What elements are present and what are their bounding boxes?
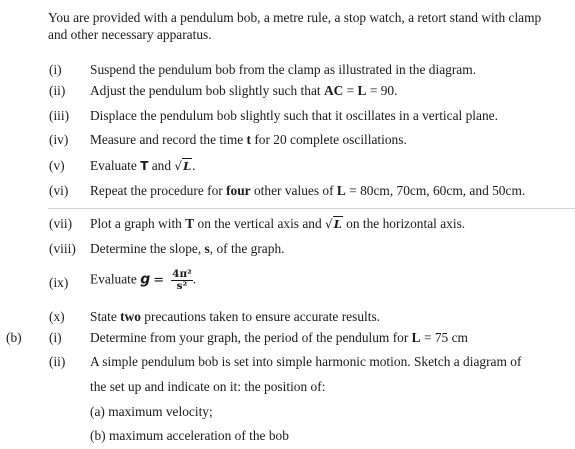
step-text: Measure and record the time t for 20 complete oscillations. bbox=[90, 132, 407, 147]
step-text: Evaluate g = $\frac{\text{4π²}}{\text{s²}}$ . bbox=[90, 268, 197, 292]
step-number: (x) bbox=[49, 309, 65, 324]
formula-fraction: $\frac{\text{4π²}}{\text{s²}}$ bbox=[172, 268, 192, 292]
step-ii bbox=[0, 83, 575, 103]
step-text: Suspend the pendulum bob from the clamp as illustrated in the diagram. bbox=[90, 62, 477, 77]
part-b-ii bbox=[0, 354, 575, 374]
continuation-line: (a) maximum velocity; bbox=[90, 404, 213, 419]
step-number: (viii) bbox=[49, 241, 76, 256]
step-vi bbox=[0, 183, 575, 203]
sqrt-l: √L bbox=[325, 217, 342, 231]
step-text: State two precautions taken to ensure accurate results. bbox=[90, 309, 381, 324]
step-number: (i) bbox=[49, 330, 62, 345]
step-text: Plot a graph with T on the vertical axis and √L on the horizontal axis. bbox=[90, 216, 466, 231]
step-iii bbox=[0, 108, 575, 128]
page-divider bbox=[48, 208, 575, 209]
step-text: Evaluate T and √L. bbox=[90, 158, 196, 173]
step-number: (iii) bbox=[49, 108, 70, 123]
step-text: Adjust the pendulum bob slightly such that AC = L = 90. bbox=[90, 83, 398, 98]
step-text: Repeat the procedure for four other values of L = 80cm, 70cm, 60cm, and 50cm. bbox=[90, 183, 526, 198]
step-viii bbox=[0, 241, 575, 261]
step-text: Determine the slope, s, of the graph. bbox=[90, 241, 285, 256]
step-text: Displace the pendulum bob slightly such that it oscillates in a vertical plane. bbox=[90, 108, 498, 123]
step-vii bbox=[0, 216, 575, 236]
step-number: (ii) bbox=[49, 83, 66, 98]
step-number: (vii) bbox=[49, 216, 73, 231]
step-v bbox=[0, 158, 575, 178]
part-label: (b) bbox=[6, 330, 22, 345]
continuation-line: the set up and indicate on it: the position of: bbox=[90, 379, 326, 394]
step-x bbox=[0, 309, 575, 329]
part-b-i bbox=[0, 330, 575, 350]
step-text: A simple pendulum bob is set into simple harmonic motion. Sketch a diagram of bbox=[90, 354, 522, 369]
step-number: (vi) bbox=[49, 183, 69, 198]
step-text: Determine from your graph, the period of the pendulum for L = 75 cm bbox=[90, 330, 468, 345]
step-number: (i) bbox=[49, 62, 62, 77]
step-iv bbox=[0, 132, 575, 152]
step-ix bbox=[0, 268, 575, 298]
step-number: (ix) bbox=[49, 275, 69, 290]
step-number: (ii) bbox=[49, 354, 66, 369]
step-number: (iv) bbox=[49, 132, 69, 147]
intro-paragraph: You are provided with a pendulum bob, a metre rule, a stop watch, a retort stand with clamp and other necessary apparatus. bbox=[48, 10, 542, 42]
continuation-line: (b) maximum acceleration of the bob bbox=[90, 428, 289, 443]
step-number: (v) bbox=[49, 158, 65, 173]
sqrt-l: √L bbox=[174, 159, 192, 173]
step-i bbox=[0, 62, 575, 82]
